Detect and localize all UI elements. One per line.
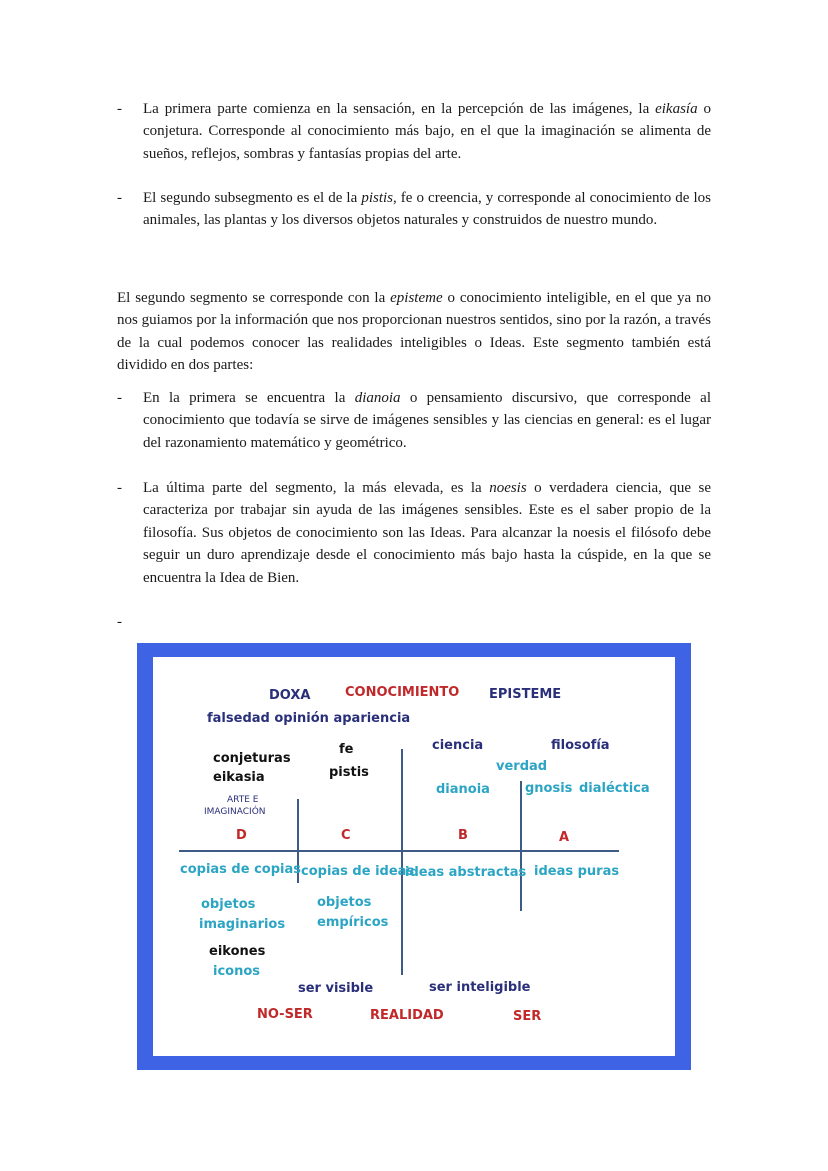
episteme-label: EPISTEME (489, 687, 562, 702)
imaginarios-label: imaginarios (199, 917, 286, 932)
empiricos-label: empíricos (317, 915, 389, 930)
letter-b: B (458, 828, 468, 843)
letter-c: C (341, 828, 351, 843)
pistis-label: pistis (329, 765, 369, 780)
italic-term: eikasía (655, 101, 698, 117)
dianoia-label: dianoia (436, 782, 490, 797)
copias-de-copias-label: copias de copias (180, 862, 301, 877)
vertical-divider-main (401, 749, 403, 975)
horizontal-divider (179, 850, 619, 852)
bullet-dash: - (117, 480, 122, 496)
conocimiento-label: CONOCIMIENTO (345, 685, 460, 700)
bullet-text: El segundo subsegmento es el de la pistis, fe o creencia, y corresponde al conocimiento de los animales, las plantas y los diversos objetos naturales y construidos de nuestro mundo. (143, 190, 711, 229)
bullet-dash: - (117, 390, 122, 406)
list-item (117, 98, 711, 165)
list-item (117, 477, 711, 589)
bullet-text: La última parte del segmento, la más elevada, es la noesis o verdadera ciencia, que se caracteriza por trabajar sin ayuda de las imágenes sensibles. Este es el saber propio de la filosofía. Sus objetos de conocimiento son las Ideas. Para alcanzar la noesis el filósofo debe seguir un duro aprendizaje desde el conocimiento más bajo hasta la cúspide, en la que se encuentra la Idea de Bien. (143, 480, 711, 586)
list-item (117, 387, 711, 454)
fe-label: fe (339, 742, 354, 757)
conjeturas-label: conjeturas (213, 751, 291, 766)
imaginacion-label: IMAGINACIÓN (204, 807, 266, 817)
dialectica-label: dialéctica (579, 781, 650, 796)
arte-label: ARTE E (227, 795, 259, 805)
gnosis-label: gnosis (525, 781, 573, 796)
iconos-label: iconos (213, 964, 261, 979)
bullet-text: En la primera se encuentra la dianoia o pensamiento discursivo, que corresponde al conocimiento que todavía se sirve de imágenes sensibles y las ciencias en general: es el lugar del razonamiento matemático y geométrico. (143, 390, 711, 451)
letter-d: D (236, 828, 247, 843)
body-paragraph: El segundo segmento se corresponde con la episteme o conocimiento inteligible, en el que ya no nos guiamos por la información que nos proporcionan nuestros sentidos, sino por la razón, a través de la cual podemos conocer las realidades inteligibles o Ideas. Este segmento también está dividido en dos partes: (117, 290, 712, 374)
italic-term: pistis (361, 190, 393, 206)
bullet-text: La primera parte comienza en la sensación, en la percepción de las imágenes, la eikasía o conjetura. Corresponde al conocimiento más bajo, en el que la imaginación se alimenta de sueños, reflejos, sombras y fantasías propias del arte. (143, 101, 711, 162)
list-item (117, 187, 711, 232)
doxa-label: DOXA (269, 688, 311, 703)
objetos-label: objetos (201, 897, 256, 912)
ideas-puras-label: ideas puras (534, 864, 620, 879)
ser-label: SER (513, 1009, 542, 1024)
no-ser-label: NO-SER (257, 1007, 313, 1022)
italic-term: noesis (489, 480, 527, 496)
eikasia-label: eikasia (213, 770, 265, 785)
ideas-abstractas-label: ideas abstractas (405, 865, 527, 880)
ser-inteligible-label: ser inteligible (429, 980, 531, 995)
falsedad-label: falsedad opinión apariencia (207, 711, 411, 726)
realidad-label: REALIDAD (370, 1008, 444, 1023)
ser-visible-label: ser visible (298, 981, 374, 996)
italic-term: dianoia (354, 390, 401, 406)
filosofia-label: filosofía (551, 738, 610, 753)
eikones-label: eikones (209, 944, 266, 959)
diagram-canvas (153, 657, 675, 1056)
verdad-label: verdad (496, 759, 548, 774)
bullet-dash: - (117, 190, 122, 206)
ciencia-label: ciencia (432, 738, 484, 753)
divided-line-diagram (137, 643, 691, 1070)
objetos-label: objetos (317, 895, 372, 910)
bullet-dash: - (117, 101, 122, 117)
letter-a: A (559, 830, 570, 845)
bullet-dash: - (117, 614, 122, 630)
copias-de-ideas-label: copias de ideas (301, 864, 415, 879)
italic-term: episteme (390, 290, 443, 306)
vertical-divider-right (520, 781, 522, 911)
